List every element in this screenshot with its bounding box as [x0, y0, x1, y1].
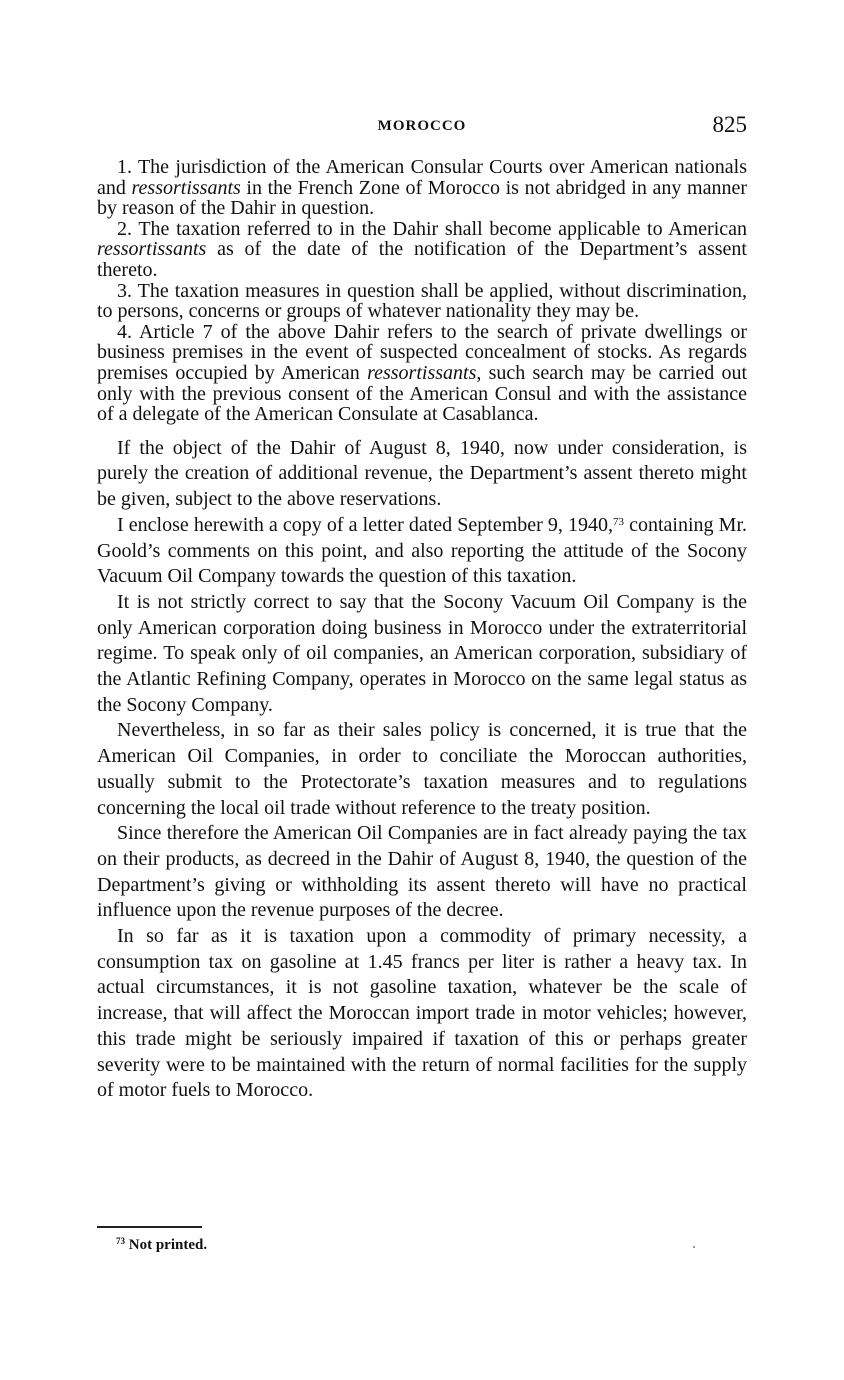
numbered-list — [97, 157, 747, 425]
item-number: 2. — [117, 217, 132, 240]
body-text — [97, 157, 747, 1104]
list-item: 3. The taxation measures in question shall be applied, without discrimination, to persons, concerns or groups of whatever nationality they may be. — [97, 279, 747, 323]
footnote — [116, 1237, 207, 1254]
paragraph: Nevertheless, in so far as their sales policy is concerned, it is true that the American Oil Companies, in order to conciliate the Moroccan authorities, usually submit to the Protectorate’s taxation measures and to regulations concerning the local oil trade without reference to the treaty position. — [97, 719, 747, 819]
print-speck — [693, 1246, 695, 1248]
italic-term: ressortissants — [131, 176, 241, 199]
footnote-reference: 73 — [613, 515, 625, 528]
item-number: 1. — [117, 156, 132, 178]
paragraph: In so far as it is taxation upon a commodity of primary necessity, a consumption tax on gasoline at 1.45 francs per liter is rather a heavy tax. In actual circumstances, it is not gasoline taxation, whatever be the scale of increase, that will affect the Moroccan import trade in motor vehicles; however, this trade might be seriously impaired if taxation of this or perhaps greater severity were to be maintained with the return of normal facilities for the supply of motor fuels to Morocco. — [97, 925, 747, 1102]
paragraph: Since therefore the American Oil Companies are in fact already paying the tax on their products, as decreed in the Dahir of August 8, 1940, the question of the Department’s giving or withholding its assent thereto will have no practical influence upon the revenue purposes of the decree. — [97, 822, 747, 922]
paragraph: I enclose herewith a copy of a letter dated September 9, 1940,73 containing Mr. Goold’s comments on this point, and also reporting the attitude of the Socony Vacuum Oil Company towards the question of this taxation. — [97, 513, 747, 588]
item-number: 4. — [117, 320, 132, 343]
page-header — [97, 112, 747, 142]
list-item: 1. The jurisdiction of the American Consular Courts over American nationals and ressortissants in the French Zone of Morocco is not abridged in any manner by reason of the Dahir in question. — [97, 156, 747, 220]
italic-term: ressortissants — [367, 361, 477, 384]
footnote-marker: 73 — [116, 1236, 125, 1246]
list-item: 2. The taxation referred to in the Dahir shall become applicable to American ressortissants as of the date of the notification of the Department’s assent thereto. — [97, 217, 748, 281]
page-number: 825 — [712, 112, 747, 137]
list-item: 4. Article 7 of the above Dahir refers to the search of private dwellings or business premises in the event of suspected concealment of stocks. As regards premises occupied by American ressortissants, such search may be carried out only with the previous consent of the American Consul and with the assistance of a delegate of the American Consulate at Casablanca. — [97, 320, 748, 426]
footnote-text: Not printed. — [128, 1237, 208, 1253]
paragraph: If the object of the Dahir of August 8, 1940, now under consideration, is purely the creation of additional revenue, the Department’s assent thereto might be given, subject to the above reservations. — [97, 436, 747, 511]
running-head: MOROCCO — [377, 118, 467, 134]
paragraphs — [97, 436, 747, 1104]
italic-term: ressortissants — [97, 238, 207, 261]
footnote-divider — [97, 1226, 202, 1228]
item-number: 3. — [117, 279, 132, 302]
paragraph: It is not strictly correct to say that the Socony Vacuum Oil Company is the only American corporation doing business in Morocco under the extraterritorial regime. To speak only of oil companies, an American corporation, subsidiary of the Atlantic Refining Company, operates in Morocco on the same legal status as the Socony Company. — [97, 590, 747, 716]
